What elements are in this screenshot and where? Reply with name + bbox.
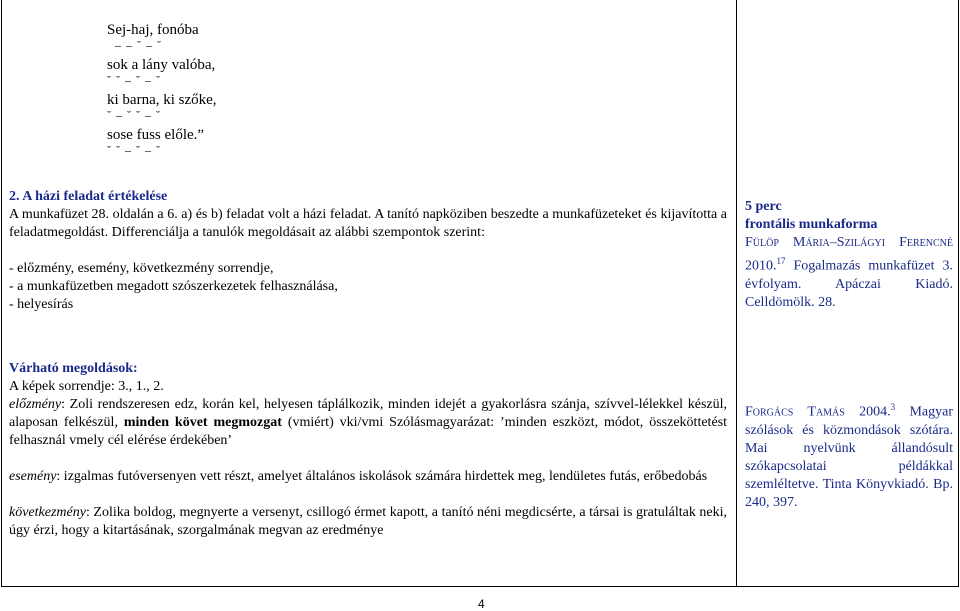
poem-line: ki barna, ki szőke, bbox=[107, 92, 217, 108]
source-note-1 bbox=[745, 198, 953, 312]
reference-text bbox=[745, 234, 953, 312]
table-right-border bbox=[958, 0, 959, 587]
solution-paragraph-event bbox=[9, 468, 727, 486]
meter-marks: – – ˘ – ˘ bbox=[115, 38, 162, 52]
reference-author: Forgács Tamás bbox=[745, 404, 845, 420]
idiom-phrase: minden követ megmozgat bbox=[123, 415, 282, 430]
table-left-border bbox=[1, 0, 2, 587]
poem-line: sose fuss előle.” bbox=[107, 127, 205, 143]
footnote-mark: 3 bbox=[890, 402, 896, 412]
reference-author: Fülöp Mária–Szilágyi Ferencné bbox=[745, 235, 953, 250]
text-antecedent: : Zoli rendszeresen edz, korán kel, helyesen táplálkozik, minden idejét a gyakorlásra szánja, szívvel-lélekkel készül, alaposan felkészül, bbox=[9, 397, 727, 430]
idiom-explanation: (vmiért) vki/vmi Szólásmagyarázat: ’minden eszközt, módot, összeköttetést felhasznál vmely cél elérése érdekében’ bbox=[9, 415, 727, 448]
expected-solutions bbox=[9, 360, 727, 540]
page-number: 4 bbox=[478, 597, 485, 611]
footnote-mark: 17 bbox=[776, 256, 786, 266]
text-event: : izgalmas futóversenyen vett részt, amelyet általános iskolások számára hirdettek meg, lendületes futás, erőbedobás bbox=[56, 469, 708, 484]
solution-paragraph-consequence bbox=[9, 504, 727, 540]
work-form: frontális munkaforma bbox=[745, 217, 878, 232]
solutions-heading: Várható megoldások: bbox=[9, 361, 138, 376]
section-heading: 2. A házi feladat értékelése bbox=[9, 189, 168, 204]
table-bottom-border bbox=[1, 586, 959, 587]
label-antecedent: előzmény bbox=[9, 397, 62, 412]
meter-marks: ˘ – ˘ ˘ – ˘ bbox=[107, 108, 161, 122]
criteria-item: - helyesírás bbox=[9, 297, 74, 312]
solution-paragraph-antecedent bbox=[9, 396, 727, 450]
text-consequence: : Zolika boldog, megnyerte a versenyt, csillogó érmet kapott, a tanító néni megdicsérte, a társai is gratuláltak neki, úgy érzi, hogy a kitartásának, szorgalmának megvan az eredménye bbox=[9, 505, 727, 538]
homework-paragraph: A munkafüzet 28. oldalán a 6. a) és b) feladat volt a házi feladat. A tanító napköziben beszedte a munkafüzeteket és kijavította a feladatmegoldást. Differenciálja a tanulók megoldásait az alábbi szempontok szerint: bbox=[9, 207, 727, 240]
criteria-item: - a munkafüzetben megadott szószerkezetek felhasználása, bbox=[9, 279, 338, 294]
meter-marks: ˘ ˘ – ˘ – ˘ bbox=[107, 143, 161, 157]
label-consequence: következmény bbox=[9, 505, 86, 520]
source-note-2 bbox=[745, 398, 953, 512]
meter-marks: ˘ ˘ – ˘ – ˘ bbox=[107, 73, 161, 87]
poem-line: Sej-haj, fonóba bbox=[107, 22, 199, 38]
time-estimate: 5 perc bbox=[745, 199, 782, 214]
homework-section bbox=[9, 188, 727, 314]
reference-year: 2004. bbox=[859, 404, 891, 420]
poem-line: sok a lány valóba, bbox=[107, 57, 216, 73]
criteria-item: - előzmény, esemény, következmény sorrendje, bbox=[9, 261, 274, 276]
label-event: esemény bbox=[9, 469, 57, 484]
reference-title: Fogalmazás munkafüzet 3. évfolyam. Apáczai Kiadó. Celldömölk. 28. bbox=[745, 258, 953, 310]
reference-year: 2010. bbox=[745, 258, 777, 274]
poem bbox=[107, 22, 407, 162]
picture-order: A képek sorrendje: 3., 1., 2. bbox=[9, 379, 164, 394]
reference-title: Magyar szólások és közmondások szótára. Mai nyelvünk állandósult szókapcsolatai példákkal szemléltetve. Tinta Könyvkiadó. Bp. 240, 397. bbox=[745, 404, 953, 510]
table-column-divider bbox=[736, 0, 737, 587]
